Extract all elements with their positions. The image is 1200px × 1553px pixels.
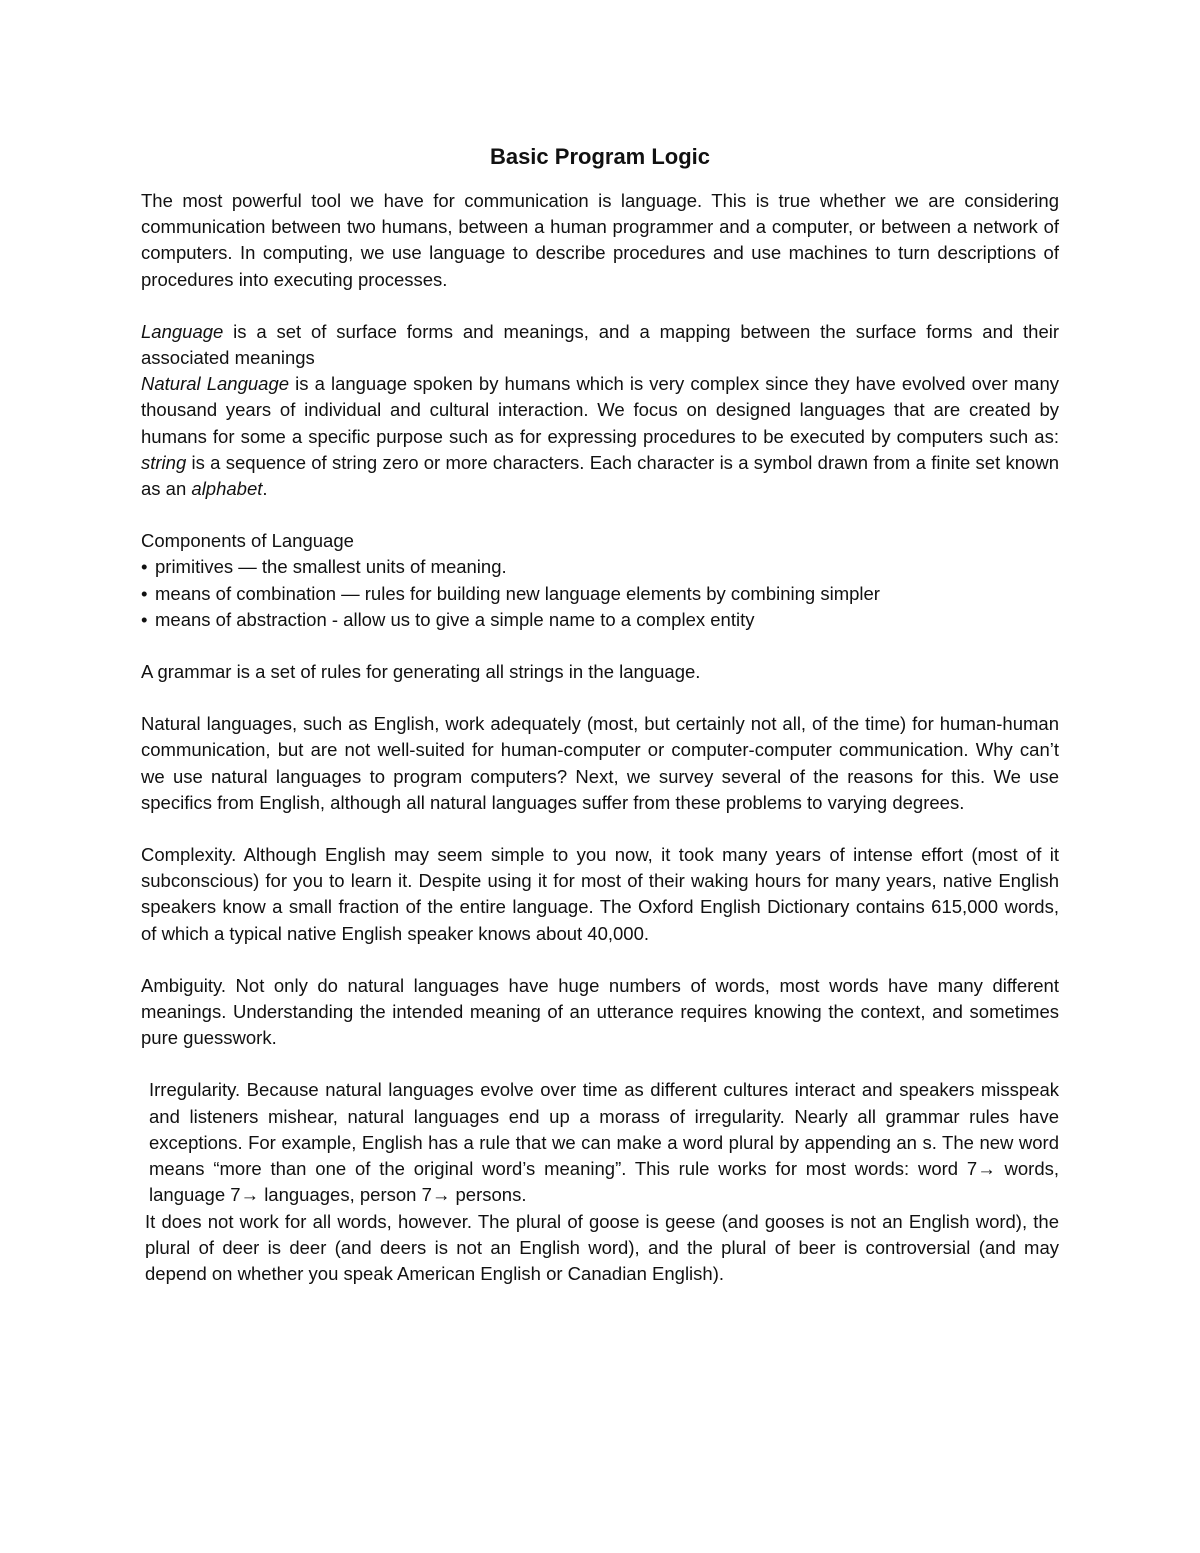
paragraph-spacer (141, 947, 1059, 973)
list-item (141, 554, 1059, 580)
language-term: Language (141, 320, 224, 342)
bullet-icon: • (141, 582, 148, 604)
list-item (141, 581, 1059, 607)
bullet-icon: • (141, 608, 148, 630)
plural-exceptions-paragraph: It does not work for all words, however. The plural of goose is geese (and gooses is not an English word), the plural of deer is deer (and deers is not an English word), and the plural of beer is controversial (and may depend on whether you speak American English or Canadian English). (145, 1210, 1059, 1284)
natural-language-definition (141, 371, 1059, 502)
paragraph-spacer (141, 816, 1059, 842)
list-item (141, 607, 1059, 633)
irregularity-paragraph: Irregularity. Because natural languages evolve over time as different cultures interact and speakers misspeak and listeners mishear, natural languages end up a morass of irregularity. Nearly all grammar rules have exceptions. For example, English has a rule that we can make a word plural by appending an s. The new word means “more than one of the original word’s meaning”. This rule works for most words: word 7→ words, language 7→ languages, person 7→ persons. (149, 1079, 1059, 1206)
ambiguity-paragraph: Ambiguity. Not only do natural languages have huge numbers of words, most words have many different meanings. Understanding the intended meaning of an utterance requires knowing the context, and sometimes pure guesswork. (141, 974, 1059, 1049)
natural-language-term: Natural Language (141, 373, 290, 395)
grammar-paragraph: A grammar is a set of rules for generating all strings in the language. (141, 661, 701, 683)
complexity-paragraph: Complexity. Although English may seem simple to you now, it took many years of intense effort (most of it subconscious) for you to learn it. Despite using it for most of their waking hours for many years, native English speakers know a small fraction of the entire language. The Oxford English Dictionary contains 615,000 words, of which a typical native English speaker knows about 40,000. (141, 844, 1059, 944)
components-list (141, 554, 1059, 633)
natural-language-text-1: is a language spoken by humans which is very complex since they have evolved over many thousand years of individual and cultural interaction. We focus on designed languages that are created by humans for some a specific purpose such as for expressing procedures to be executed by computers such as: (141, 373, 1059, 447)
list-item-text: means of combination — rules for building new language elements by combining simpler (155, 582, 880, 604)
paragraph-spacer (141, 502, 1059, 528)
natural-language-text-2: is a sequence of string zero or more characters. Each character is a symbol drawn from a finite set known as an (141, 451, 1059, 500)
list-item-text: primitives — the smallest units of meaning. (155, 556, 507, 578)
document-title: Basic Program Logic (489, 144, 711, 169)
paragraph-spacer (141, 1051, 1059, 1077)
paragraph-spacer (141, 685, 1059, 711)
intro-paragraph: The most powerful tool we have for communication is language. This is true whether we are considering communication between two humans, between a human programmer and a computer, or between a network of computers. In computing, we use language to describe procedures and use machines to turn descriptions of procedures into executing processes. (141, 190, 1059, 290)
natural-language-text-end: . (262, 478, 268, 500)
language-definition (141, 319, 1059, 371)
paragraph-spacer (141, 293, 1059, 319)
list-item-text: means of abstraction - allow us to give a simple name to a complex entity (155, 608, 755, 630)
string-term: string (141, 451, 187, 473)
alphabet-term: alphabet (191, 478, 263, 500)
bullet-icon: • (141, 556, 148, 578)
paragraph-spacer (141, 633, 1059, 659)
language-definition-text: is a set of surface forms and meanings, and a mapping between the surface forms and their associated meanings (141, 320, 1059, 369)
natural-languages-paragraph: Natural languages, such as English, work adequately (most, but certainly not all, of the time) for human-human communication, but are not well-suited for human-computer or computer-computer communication. Why can’t we use natural languages to program computers? Next, we survey several of the reasons for this. We use specifics from English, although all natural languages suffer from these problems to varying degrees. (141, 713, 1059, 813)
components-heading: Components of Language (141, 530, 354, 552)
document-body (141, 142, 1059, 1287)
